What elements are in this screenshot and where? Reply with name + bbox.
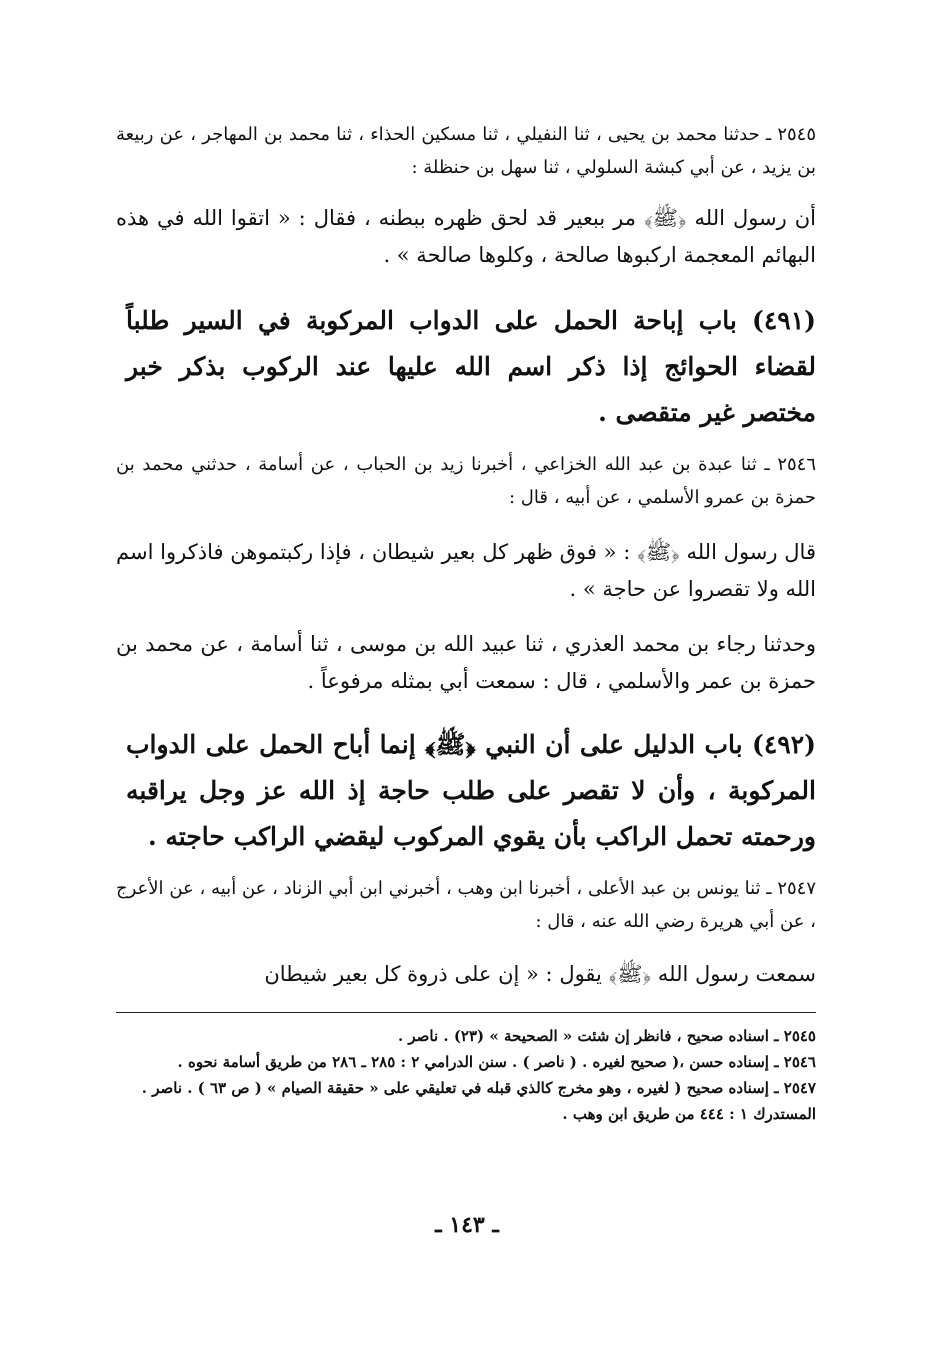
footnote-2545: ٢٥٤٥ ـ اسناده صحيح ، فانظر إن شئت « الصحيحة » (٢٣) . ناصر . [397,1027,816,1045]
chapter-491-heading: (٤٩١) باب إباحة الحمل على الدواب المركوبة في السير طلباً لقضاء الحوائج إذا ذكر اسم الله عليها عند الركوب بذكر خبر مختصر غير متقصى . [126,306,816,427]
footnote-2547: ٢٥٤٧ ـ إسناده صحيح ( لغيره ، وهو مخرج كالذي قبله في تعليقي على « حقيقة الصيام » ( ص ٦٣ ) . ناصر . المستدرك ١ : ٤٤٤ من طريق ابن وهب . [141,1079,816,1123]
hadith-2545-text: أن رسول الله ﴿ﷺ﴾ مر ببعير قد لحق ظهره ببطنه ، فقال : « اتقوا الله في هذه البهائم المعجمة اركبوها صالحة ، وكلوها صالحة » . [116,206,816,267]
hadith-2545-isnad: ٢٥٤٥ ـ حدثنا محمد بن يحيى ، ثنا النفيلي ، ثنا مسكين الحذاء ، ثنا محمد بن المهاجر ، عن ربيعة بن يزيد ، عن أبي كبشة السلولي ، ثنا سهل بن حنظلة : [116,124,816,178]
page-number: ـ ١٤٣ ـ [435,1212,499,1238]
hadith-2546-text: قال رسول الله ﴿ﷺ﴾ : « فوق ظهر كل بعير شيطان ، فإذا ركبتموهن فاذكروا اسم الله ولا تقصروا عن حاجة » . [116,540,816,601]
chapter-492-heading: (٤٩٢) باب الدليل على أن النبي ﴿ﷺ﴾ إنما أباح الحمل على الدواب المركوبة ، وأن لا تقصر على طلب حاجة إذ الله عز وجل يراقبه ورحمته تحمل الراكب بأن يقوي المركوب ليقضي الراكب حاجته . [126,730,816,851]
hadith-2547-text: سمعت رسول الله ﴿ﷺ﴾ يقول : « إن على ذروة كل بعير شيطان [264,962,816,986]
footnote-2546: ٢٥٤٦ ـ إسناده حسن ،( صحيح لغيره . ( ناصر ) . سنن الدرامي ٢ : ٢٨٥ ـ ٢٨٦ من طريق أسامة نحوه . [177,1053,816,1071]
hadith-2546-alt-chain: وحدثنا رجاء بن محمد العذري ، ثنا عبيد الله بن موسى ، ثنا أسامة ، عن محمد بن حمزة بن عمر والأسلمي ، قال : سمعت أبي بمثله مرفوعاً . [116,632,816,693]
footnotes [116,1012,816,1127]
hadith-2547-isnad: ٢٥٤٧ ـ ثنا يونس بن عبد الأعلى ، أخبرنا ابن وهب ، أخبرني ابن أبي الزناد ، عن أبيه ، عن الأعرج ، عن أبي هريرة رضي الله عنه ، قال : [116,878,816,932]
hadith-2546-isnad: ٢٥٤٦ ـ ثنا عبدة بن عبد الله الخزاعي ، أخبرنا زيد بن الحباب ، عن أسامة ، حدثني محمد بن حمزة بن عمرو الأسلمي ، عن أبيه ، قال : [116,454,816,508]
